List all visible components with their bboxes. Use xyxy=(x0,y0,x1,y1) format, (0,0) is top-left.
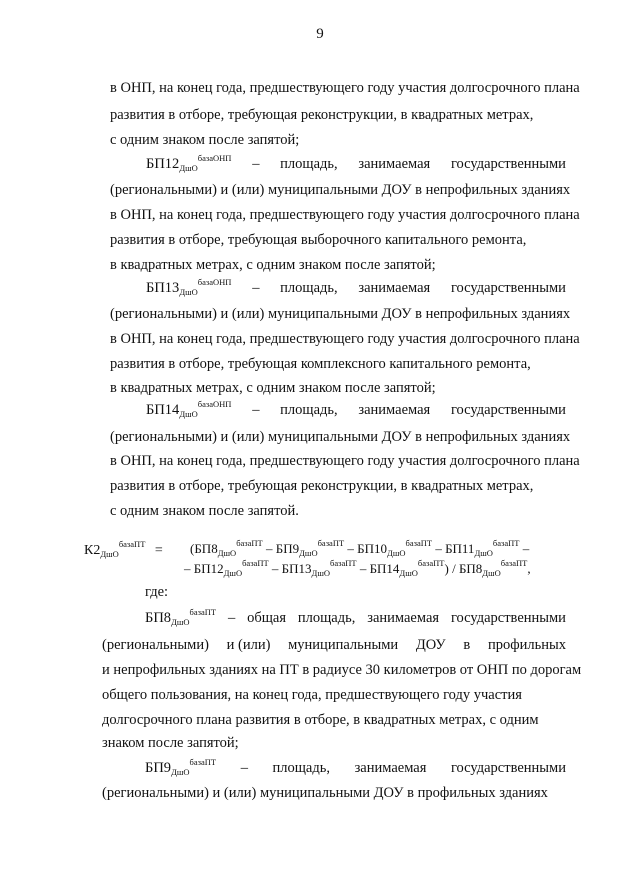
symbol-bp14: $БП14_{ДшО}^{базаОНП}$ xyxy=(146,399,232,419)
paragraph-line: в ОНП, на конец года, предшествующего году участия долгосрочного плана xyxy=(110,331,580,347)
paragraph-line: долгосрочного плана развития в отборе, в квадратных метрах, с одним xyxy=(102,712,539,728)
paragraph-line: развития в отборе, требующая реконструкции, в квадратных метрах, xyxy=(110,478,534,494)
paragraph-line: в ОНП, на конец года, предшествующего году участия долгосрочного плана xyxy=(110,80,580,96)
paragraph-line: развития в отборе, требующая комплексного капитального ремонта, xyxy=(110,356,531,372)
paragraph-line: общего пользования, на конец года, предшествующего году участия xyxy=(102,687,522,703)
definition-bp13-first-line: $БП13_{ДшО}^{базаОНП}$ – площадь, занимаемая государственными xyxy=(146,277,566,297)
paragraph-line: (региональными) и (или) муниципальными ДОУ в непрофильных зданиях xyxy=(110,429,571,445)
symbol-bp13: $БП13_{ДшО}^{базаОНП}$ xyxy=(146,277,232,297)
paragraph-line: с одним знаком после запятой; xyxy=(110,132,300,148)
definition-bp12-first-line: $БП12_{ДшО}^{базаОНП}$ – площадь, занимаемая государственными xyxy=(146,153,566,173)
definition-bp8-first-line: $БП8_{ДшО}^{базаПТ}$ – общая площадь, занимаемая государственными xyxy=(145,607,566,627)
paragraph-line: развития в отборе, требующая реконструкции, в квадратных метрах, xyxy=(110,107,534,123)
paragraph-line: и непрофильных зданиях на ПТ в радиусе 30 километров от ОНП по дорогам xyxy=(102,662,582,678)
paragraph-line: (региональными) и (или) муниципальными ДОУ в профильных xyxy=(102,637,566,653)
paragraph-line: развития в отборе, требующая выборочного капитального ремонта, xyxy=(110,232,527,248)
symbol-bp8: $БП8_{ДшО}^{базаПТ}$ xyxy=(145,607,217,627)
page-number: 9 xyxy=(316,26,324,42)
paragraph-line: в квадратных метрах, с одним знаком после запятой; xyxy=(110,380,436,396)
paragraph-line: (региональными) и (или) муниципальными ДОУ в непрофильных зданиях xyxy=(110,306,571,322)
paragraph-line: (региональными) и (или) муниципальными ДОУ в профильных зданиях xyxy=(102,785,548,801)
symbol-bp12: $БП12_{ДшО}^{базаОНП}$ xyxy=(146,153,232,173)
formula-rhs-line-2: – $БП12_{ДшО}^{базаПТ} - БП13_{ДшО}^{базаПТ} - БП14_{ДшО}^{базаПТ}) / БП8_{ДшО}^{базаПТ}$, xyxy=(184,558,531,578)
paragraph-line: в ОНП, на конец года, предшествующего году участия долгосрочного плана xyxy=(110,453,580,469)
paragraph-line: (региональными) и (или) муниципальными ДОУ в непрофильных зданиях xyxy=(110,182,571,198)
definition-bp14-first-line: $БП14_{ДшО}^{базаОНП}$ – площадь, занимаемая государственными xyxy=(146,399,566,419)
where-label: где: xyxy=(145,584,169,600)
symbol-bp9: $БП9_{ДшО}^{базаПТ}$ xyxy=(145,757,217,777)
definition-bp9-first-line: $БП9_{ДшО}^{базаПТ}$ – площадь, занимаемая государственными xyxy=(145,757,566,777)
paragraph-line: в квадратных метрах, с одним знаком после запятой; xyxy=(110,257,436,273)
formula-rhs-line-1: ($БП8_{ДшО}^{базаПТ} - БП9_{ДшО}^{базаПТ} - БП10_{ДшО}^{базаПТ} - БП11_{ДшО}^{базаПТ}$ – xyxy=(190,538,530,558)
paragraph-line: в ОНП, на конец года, предшествующего году участия долгосрочного плана xyxy=(110,207,580,223)
paragraph-line: с одним знаком после запятой. xyxy=(110,503,299,519)
paragraph-line: знаком после запятой; xyxy=(102,735,239,751)
formula-lhs: $К2_{ДшО}^{базаПТ}$ = xyxy=(84,539,163,559)
